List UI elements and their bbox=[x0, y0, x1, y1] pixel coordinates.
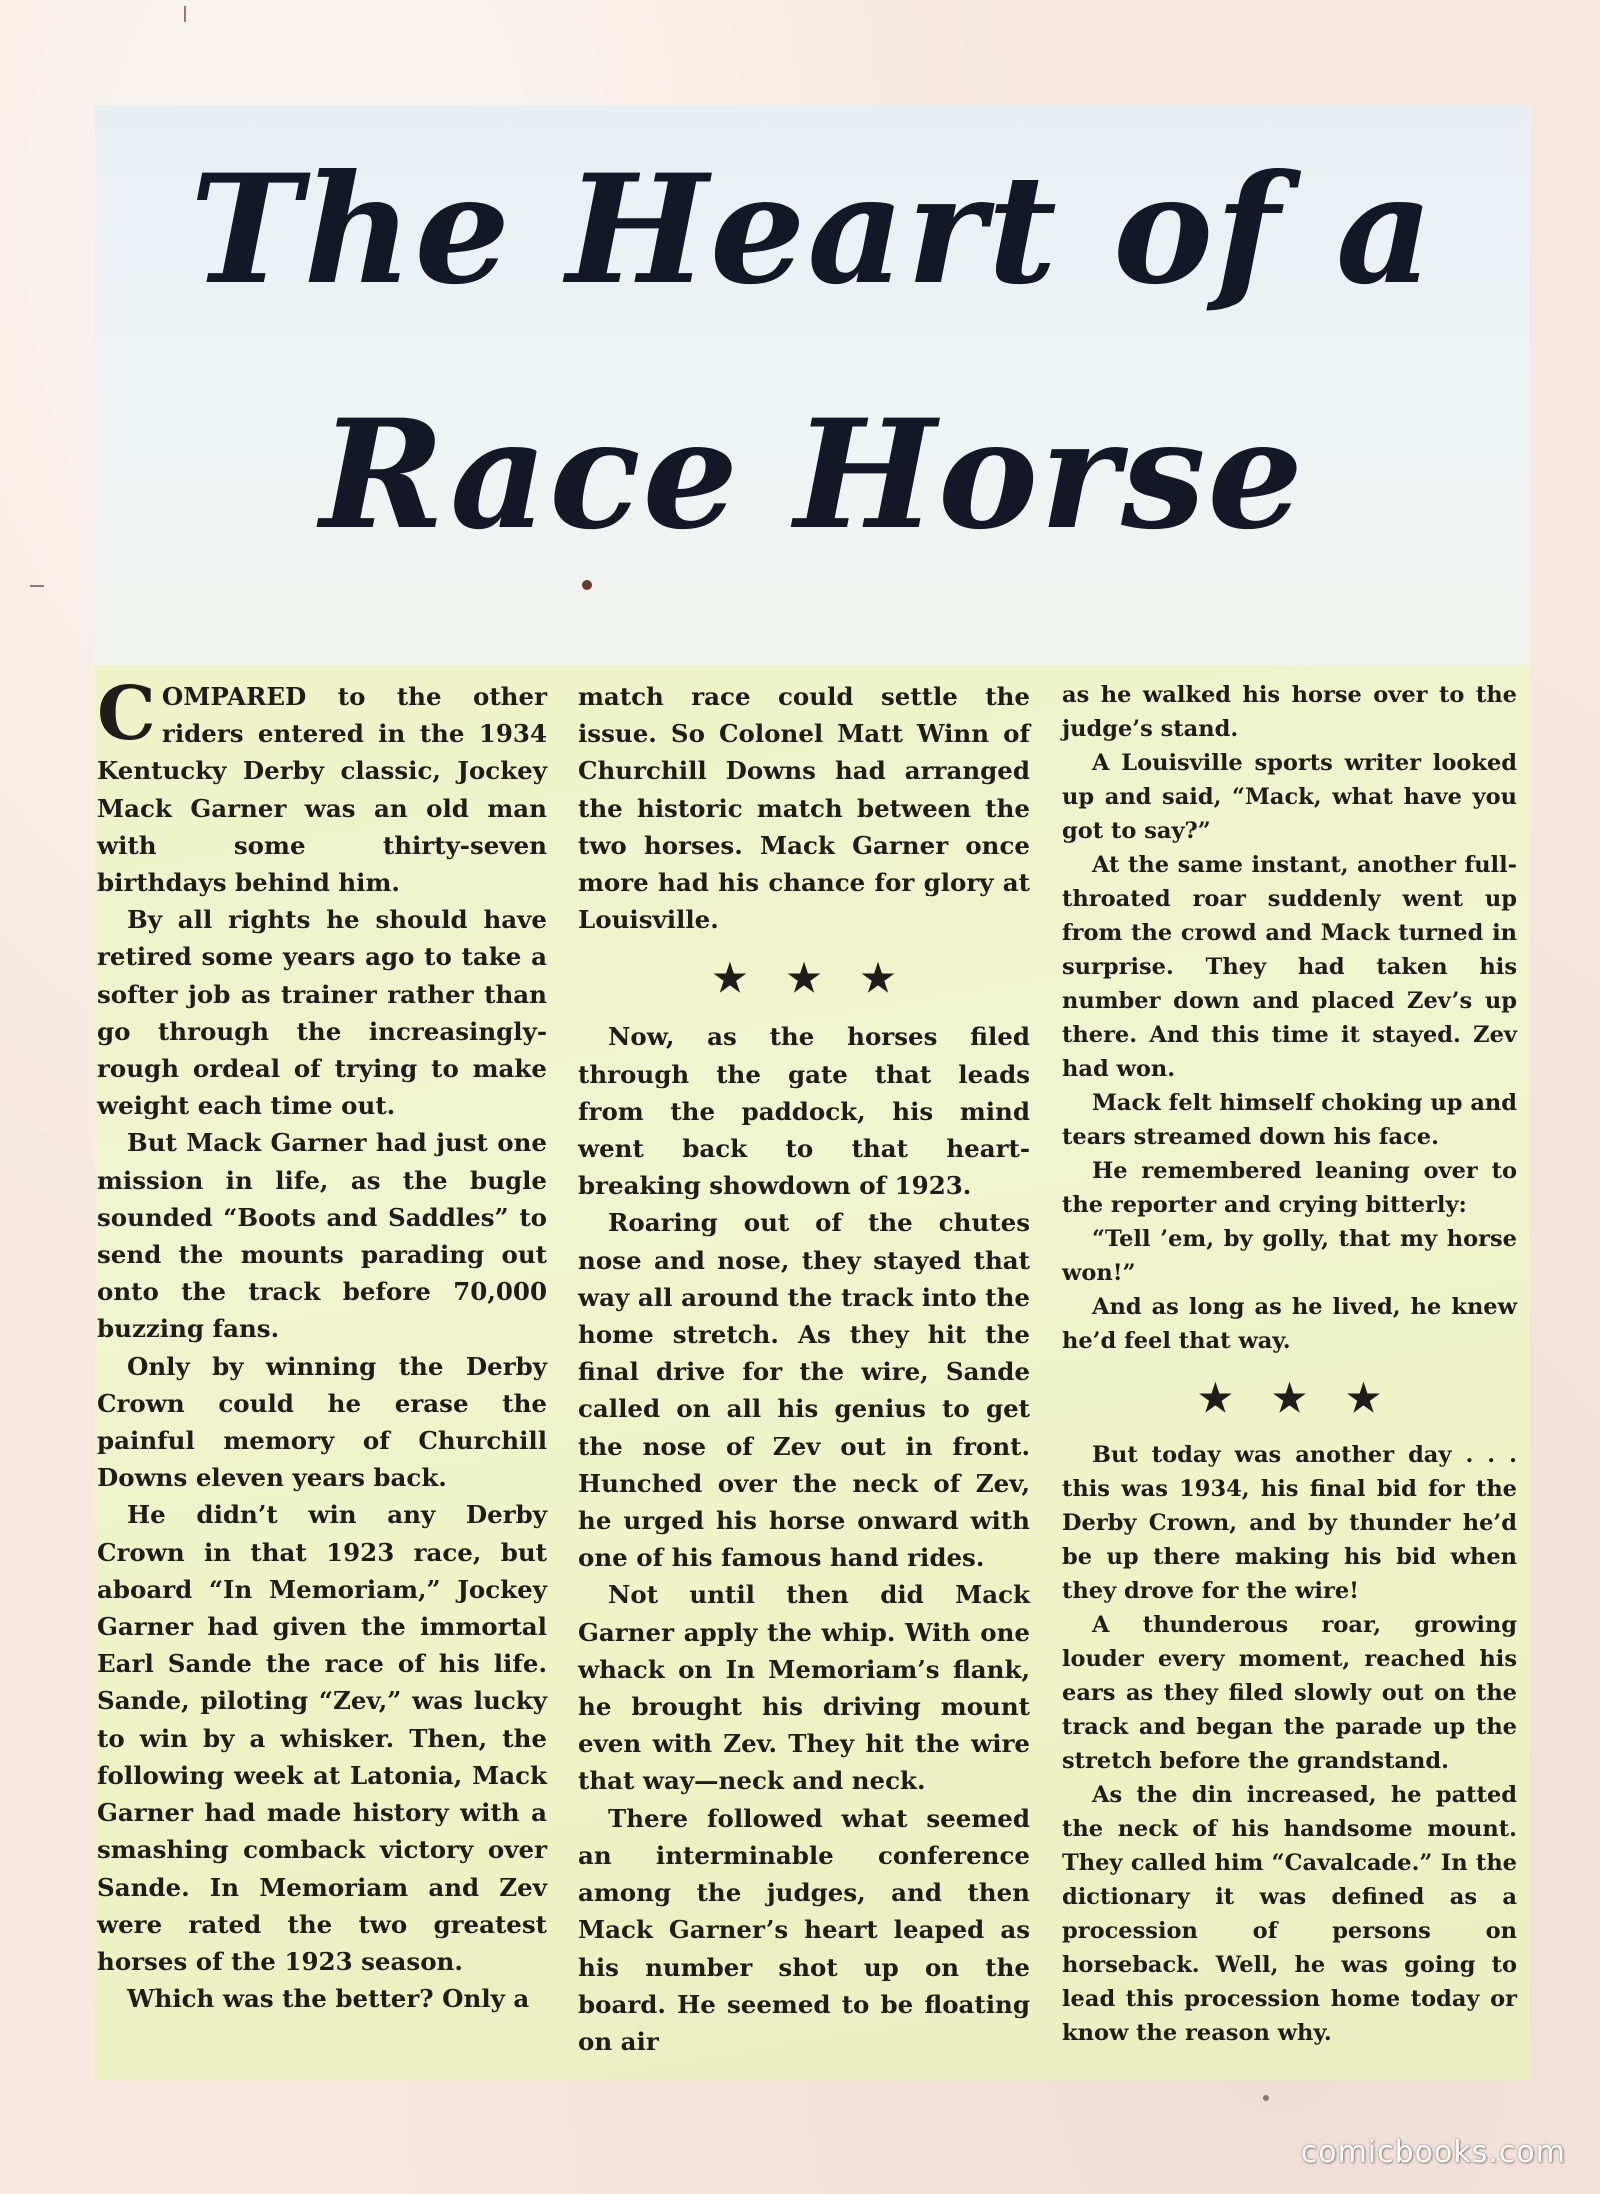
ink-speck bbox=[30, 585, 44, 587]
paragraph-text: to the other riders entered in the 1934 Kentucky Derby classic, Jockey Mack Garner was an old man with some thirty-seven birthdays behind him. bbox=[97, 682, 547, 898]
paragraph: At the same instant, another full-throated roar suddenly went up from the crowd and Mack turned in surprise. They had taken his number down and placed Zev’s up there. And this time it stayed. Zev had won. bbox=[1062, 852, 1517, 1082]
ink-speck bbox=[184, 6, 186, 22]
paragraph: as he walked his horse over to the judge’s stand. bbox=[1062, 682, 1517, 742]
paragraph: Not until then did Mack Garner apply the whip. With one whack on In Memoriam’s flank, he brought his driving mount even with Zev. They hit the wire that way—neck and neck. bbox=[578, 1580, 1030, 1796]
paragraph: By all rights he should have retired some years ago to take a softer job as trainer rather than go through the increasingly-rough ordeal of trying to make weight each time out. bbox=[97, 905, 547, 1121]
ink-speck bbox=[1263, 2095, 1269, 2101]
paragraph: He didn’t win any Derby Crown in that 1923 race, but aboard “In Memoriam,” Jockey Garner had given the immortal Earl Sande the race of his life. Sande, piloting “Zev,” was lucky to win by a whisker. Then, the following week at Latonia, Mack Garner had made history with a smashing comback victory over Sande. In Memoriam and Zev were rated the two greatest horses of the 1923 season. bbox=[97, 1500, 547, 1976]
paragraph: Mack felt himself choking up and tears streamed down his face. bbox=[1062, 1090, 1517, 1150]
paragraph: A thunderous roar, growing louder every moment, reached his ears as they filed slowly out on the track and began the parade up the stretch before the grandstand. bbox=[1062, 1612, 1517, 1774]
paragraph: There followed what seemed an interminable conference among the judges, and then Mack Garner’s heart leaped as his number shot up on the board. He seemed to be floating on air bbox=[578, 1803, 1030, 2056]
section-break-stars: ★★★ bbox=[712, 955, 936, 1001]
paragraph: match race could settle the issue. So Colonel Matt Winn of Churchill Downs had arranged the historic match between the two horses. Mack Garner once more had his chance for glory at Louisville. bbox=[578, 682, 1030, 935]
paragraph: Only by winning the Derby Crown could he erase the painful memory of Churchill Downs eleven years back. bbox=[97, 1351, 547, 1493]
watermark-text: comicbooks.com bbox=[1300, 2135, 1566, 2170]
paragraph: Roaring out of the chutes nose and nose, they stayed that way all around the track into the home stretch. As they hit the final drive for the wire, Sande called on all his genius to get the nose of Zev out in front. Hunched over the neck of Zev, he urged his horse onward with one of his famous hand rides. bbox=[578, 1208, 1030, 1573]
paragraph: But Mack Garner had just one mission in life, as the bugle sounded “Boots and Saddles” to send the mounts parading out onto the track before 70,000 buzzing fans. bbox=[97, 1128, 547, 1344]
section-break-stars: ★★★ bbox=[1198, 1375, 1421, 1420]
paragraph: But today was another day . . . this was 1934, his final bid for the Derby Crown, and by thunder he’d be up there making his bid when they drove for the wire! bbox=[1062, 1442, 1517, 1604]
text-column-3 bbox=[1062, 678, 1517, 2050]
drop-cap: C bbox=[97, 671, 156, 757]
paragraph: Which was the better? Only a bbox=[127, 1984, 530, 2014]
paragraph: He remembered leaning over to the reporter and crying bitterly: bbox=[1062, 1158, 1517, 1218]
paragraph: As the din increased, he patted the neck of his handsome mount. They called him “Cavalcade.” In the dictionary it was defined as a procession of persons on horseback. Well, he was going to lead this procession home today or know the reason why. bbox=[1062, 1782, 1517, 2046]
paragraph: And as long as he lived, he knew he’d feel that way. bbox=[1062, 1294, 1517, 1354]
story-title-line-1: The Heart of a bbox=[189, 142, 1436, 318]
paragraph: Now, as the horses filed through the gate that leads from the paddock, his mind went back to that heart-breaking showdown of 1923. bbox=[578, 1022, 1030, 1201]
paragraph: “Tell ’em, by golly, that my horse won!” bbox=[1062, 1226, 1517, 1286]
paragraph: A Louisville sports writer looked up and said, “Mack, what have you got to say?” bbox=[1062, 750, 1517, 844]
paragraph bbox=[97, 671, 547, 901]
lead-in-caps: OMPARED bbox=[161, 682, 307, 711]
ink-speck bbox=[582, 580, 592, 590]
text-column-1 bbox=[97, 671, 547, 2017]
text-column-2 bbox=[578, 678, 1030, 2060]
story-title-line-2: Race Horse bbox=[320, 387, 1305, 563]
